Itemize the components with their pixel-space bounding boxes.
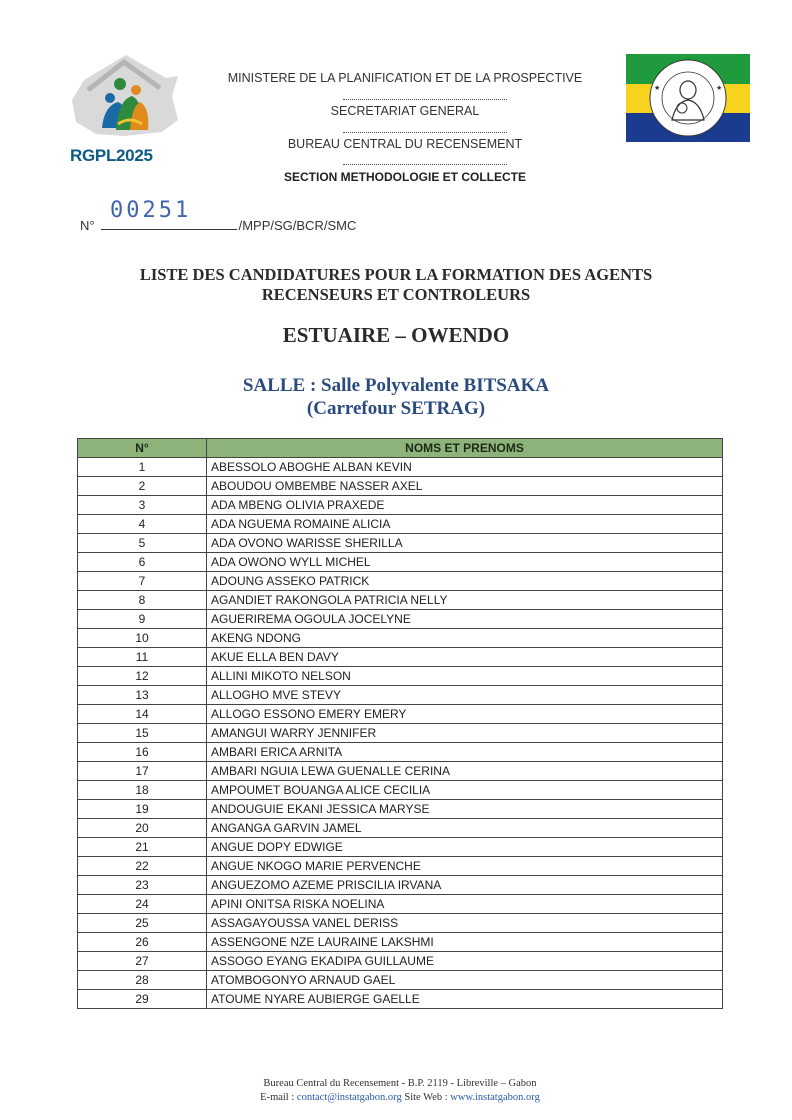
candidate-name: AMPOUMET BOUANGA ALICE CECILIA (207, 781, 723, 800)
table-row (78, 990, 723, 1009)
row-number: 23 (78, 876, 207, 895)
row-number: 10 (78, 629, 207, 648)
table-row (78, 572, 723, 591)
column-header-number: N° (78, 439, 207, 458)
reference-prefix: N° (80, 218, 95, 233)
salle-title (96, 374, 696, 420)
row-number: 17 (78, 762, 207, 781)
ministry-name: MINISTERE DE LA PLANIFICATION ET DE LA PROSPECTIVE (227, 71, 583, 85)
list-title-line: RECENSEURS ET CONTROLEURS (261, 285, 531, 304)
row-number: 19 (78, 800, 207, 819)
candidate-name: AMBARI NGUIA LEWA GUENALLE CERINA (207, 762, 723, 781)
salle-line: (Carrefour SETRAG) (306, 398, 486, 419)
svg-text:★: ★ (654, 84, 661, 92)
column-header-name: NOMS ET PRENOMS (207, 439, 723, 458)
candidate-name: ALLOGO ESSONO EMERY EMERY (207, 705, 723, 724)
table-row (78, 781, 723, 800)
row-number: 3 (78, 496, 207, 515)
candidate-name: AKUE ELLA BEN DAVY (207, 648, 723, 667)
row-number: 29 (78, 990, 207, 1009)
dotted-divider (343, 99, 507, 100)
table-body (78, 458, 723, 1009)
row-number: 18 (78, 781, 207, 800)
table-row (78, 800, 723, 819)
row-number: 15 (78, 724, 207, 743)
row-number: 12 (78, 667, 207, 686)
table-row (78, 933, 723, 952)
footer-address: Bureau Central du Recensement - B.P. 2119 - Libreville – Gabon (263, 1078, 537, 1089)
table-row (78, 762, 723, 781)
candidates-table (77, 438, 723, 1009)
gabon-emblem (626, 54, 750, 142)
row-number: 7 (78, 572, 207, 591)
row-number: 25 (78, 914, 207, 933)
location-title: ESTUAIRE – OWENDO (282, 323, 510, 347)
row-number: 16 (78, 743, 207, 762)
row-number: 22 (78, 857, 207, 876)
table-row (78, 534, 723, 553)
row-number: 6 (78, 553, 207, 572)
candidate-name: ALLINI MIKOTO NELSON (207, 667, 723, 686)
table-row (78, 857, 723, 876)
coat-of-arms-icon (626, 54, 750, 142)
table-row (78, 914, 723, 933)
table-row (78, 591, 723, 610)
row-number: 5 (78, 534, 207, 553)
list-title (96, 265, 696, 305)
email-link[interactable]: contact@instatgabon.org (296, 1092, 402, 1103)
row-number: 4 (78, 515, 207, 534)
bureau-name: BUREAU CENTRAL DU RECENSEMENT (287, 137, 523, 151)
email-label: E-mail : (260, 1092, 295, 1103)
candidate-name: APINI ONITSA RISKA NOELINA (207, 895, 723, 914)
footer-contact (150, 1091, 650, 1104)
candidate-name: AGUERIREMA OGOULA JOCELYNE (207, 610, 723, 629)
candidate-name: ATOUME NYARE AUBIERGE GAELLE (207, 990, 723, 1009)
candidate-name: ASSENGONE NZE LAURAINE LAKSHMI (207, 933, 723, 952)
table-row (78, 686, 723, 705)
registration-stamp: 00251 (110, 198, 192, 223)
row-number: 13 (78, 686, 207, 705)
table-row (78, 743, 723, 762)
candidate-name: ABOUDOU OMBEMBE NASSER AXEL (207, 477, 723, 496)
candidate-name: ADA MBENG OLIVIA PRAXEDE (207, 496, 723, 515)
svg-text:★: ★ (716, 84, 723, 92)
site-label: Site Web : (404, 1092, 448, 1103)
table-row (78, 667, 723, 686)
candidate-name: ADA NGUEMA ROMAINE ALICIA (207, 515, 723, 534)
table-header-row (78, 439, 723, 458)
row-number: 9 (78, 610, 207, 629)
row-number: 11 (78, 648, 207, 667)
table-row (78, 515, 723, 534)
candidate-name: ANDOUGUIE EKANI JESSICA MARYSE (207, 800, 723, 819)
table-row (78, 648, 723, 667)
table-row (78, 876, 723, 895)
dotted-divider (343, 164, 507, 165)
table-row (78, 724, 723, 743)
candidate-name: ANGUEZOMO AZEME PRISCILIA IRVANA (207, 876, 723, 895)
census-house-icon (66, 50, 186, 150)
row-number: 2 (78, 477, 207, 496)
row-number: 26 (78, 933, 207, 952)
table-row (78, 895, 723, 914)
table-row (78, 553, 723, 572)
table-row (78, 705, 723, 724)
dotted-divider (343, 132, 507, 133)
candidate-name: ASSAGAYOUSSA VANEL DERISS (207, 914, 723, 933)
rgpl-logo (66, 50, 186, 170)
row-number: 8 (78, 591, 207, 610)
table-row (78, 610, 723, 629)
section-name: SECTION METHODOLOGIE ET COLLECTE (283, 170, 526, 184)
row-number: 20 (78, 819, 207, 838)
candidate-name: AMANGUI WARRY JENNIFER (207, 724, 723, 743)
table-row (78, 952, 723, 971)
row-number: 1 (78, 458, 207, 477)
candidate-name: ABESSOLO ABOGHE ALBAN KEVIN (207, 458, 723, 477)
candidate-name: ANGUE NKOGO MARIE PERVENCHE (207, 857, 723, 876)
row-number: 21 (78, 838, 207, 857)
table-row (78, 458, 723, 477)
table-row (78, 838, 723, 857)
candidate-name: ASSOGO EYANG EKADIPA GUILLAUME (207, 952, 723, 971)
secretariat-name: SECRETARIAT GENERAL (330, 104, 480, 118)
candidate-name: ADOUNG ASSEKO PATRICK (207, 572, 723, 591)
table-row (78, 971, 723, 990)
salle-line: SALLE : Salle Polyvalente BITSAKA (242, 375, 550, 396)
candidate-name: ANGANGA GARVIN JAMEL (207, 819, 723, 838)
row-number: 27 (78, 952, 207, 971)
table-row (78, 819, 723, 838)
row-number: 14 (78, 705, 207, 724)
candidate-name: AGANDIET RAKONGOLA PATRICIA NELLY (207, 591, 723, 610)
candidate-name: ADA OVONO WARISSE SHERILLA (207, 534, 723, 553)
reference-underline (101, 228, 237, 230)
candidate-name: ATOMBOGONYO ARNAUD GAEL (207, 971, 723, 990)
logo-wordmark: RGPL2025 (70, 146, 153, 165)
table-row (78, 496, 723, 515)
site-link[interactable]: www.instatgabon.org (450, 1092, 540, 1103)
candidate-name: AMBARI ERICA ARNITA (207, 743, 723, 762)
row-number: 24 (78, 895, 207, 914)
list-title-line: LISTE DES CANDIDATURES POUR LA FORMATION DES AGENTS (139, 265, 653, 284)
table-row (78, 629, 723, 648)
reference-line (80, 218, 356, 233)
row-number: 28 (78, 971, 207, 990)
candidate-name: ALLOGHO MVE STEVY (207, 686, 723, 705)
candidate-name: ADA OWONO WYLL MICHEL (207, 553, 723, 572)
candidate-name: AKENG NDONG (207, 629, 723, 648)
candidate-name: ANGUE DOPY EDWIGE (207, 838, 723, 857)
reference-suffix: /MPP/SG/BCR/SMC (238, 218, 357, 233)
table-row (78, 477, 723, 496)
